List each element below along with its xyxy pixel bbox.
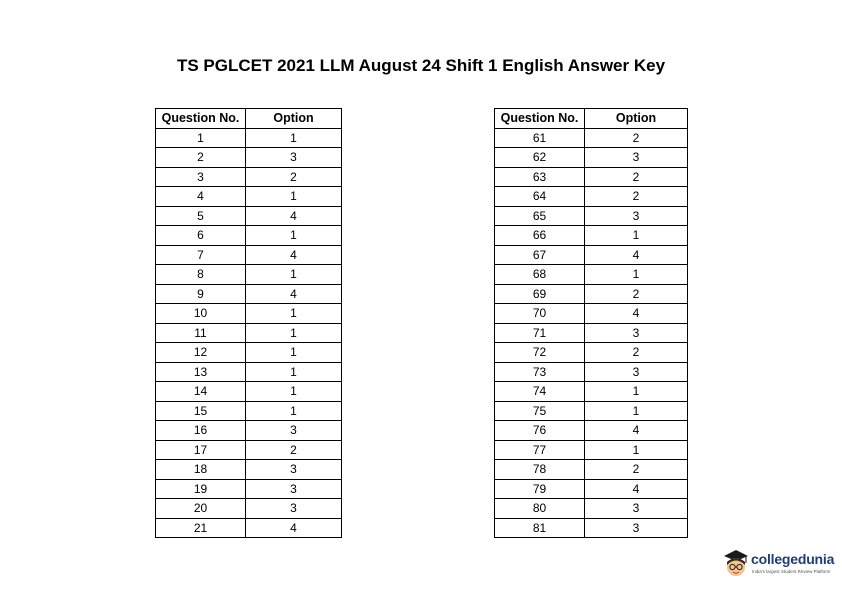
option-cell: 2 [585,460,688,480]
student-mascot-icon [722,548,750,578]
table-header-row [156,109,342,129]
option-cell: 4 [246,284,342,304]
question-number-cell: 78 [495,460,585,480]
option-cell: 4 [246,518,342,538]
option-cell: 2 [246,167,342,187]
table-row [156,421,342,441]
table-row [495,128,688,148]
question-number-cell: 2 [156,148,246,168]
question-number-cell: 10 [156,304,246,324]
table-row [156,382,342,402]
option-cell: 2 [585,128,688,148]
option-cell: 3 [246,460,342,480]
question-number-cell: 1 [156,128,246,148]
question-number-cell: 65 [495,206,585,226]
table-row [495,421,688,441]
option-cell: 1 [246,401,342,421]
question-number-cell: 66 [495,226,585,246]
option-cell: 3 [246,148,342,168]
option-cell: 3 [246,421,342,441]
question-number-cell: 19 [156,479,246,499]
table-row [156,265,342,285]
table-row [495,362,688,382]
table-row [495,187,688,207]
table-row [156,245,342,265]
option-cell: 2 [585,167,688,187]
question-number-cell: 11 [156,323,246,343]
table-row [156,518,342,538]
question-number-cell: 76 [495,421,585,441]
option-cell: 1 [246,323,342,343]
answer-key-table-right [494,108,688,538]
question-number-cell: 5 [156,206,246,226]
table-row [495,343,688,363]
option-cell: 4 [585,479,688,499]
table-row [495,284,688,304]
option-cell: 1 [585,382,688,402]
table-row [495,401,688,421]
table-row [495,245,688,265]
option-cell: 4 [585,421,688,441]
question-no-header: Question No. [156,109,246,129]
question-number-cell: 70 [495,304,585,324]
collegedunia-logo [722,545,840,585]
answer-key-table-left [155,108,342,538]
option-cell: 2 [246,440,342,460]
table-row [495,479,688,499]
question-number-cell: 74 [495,382,585,402]
page-title: TS PGLCET 2021 LLM August 24 Shift 1 English Answer Key [176,56,666,75]
table-row [495,440,688,460]
question-number-cell: 71 [495,323,585,343]
question-number-cell: 13 [156,362,246,382]
table-row [495,460,688,480]
question-no-header: Question No. [495,109,585,129]
table-row [156,206,342,226]
table-row [156,128,342,148]
table-row [156,167,342,187]
table-row [156,284,342,304]
option-cell: 3 [585,206,688,226]
question-number-cell: 75 [495,401,585,421]
option-cell: 1 [585,226,688,246]
table-row [156,304,342,324]
table-row [495,518,688,538]
option-cell: 4 [585,245,688,265]
question-number-cell: 20 [156,499,246,519]
table-row [495,499,688,519]
table-row [156,460,342,480]
option-cell: 2 [585,343,688,363]
option-cell: 1 [246,304,342,324]
table-header-row [495,109,688,129]
option-cell: 1 [246,265,342,285]
question-number-cell: 3 [156,167,246,187]
question-number-cell: 62 [495,148,585,168]
table-row [495,265,688,285]
option-cell: 1 [246,362,342,382]
table-row [495,304,688,324]
logo-wordmark: collegedunia [751,551,835,567]
option-cell: 1 [246,128,342,148]
option-cell: 1 [585,401,688,421]
table-row [156,323,342,343]
question-number-cell: 67 [495,245,585,265]
option-cell: 3 [246,499,342,519]
table-row [156,499,342,519]
table-row [495,382,688,402]
option-cell: 3 [585,499,688,519]
table-row [495,167,688,187]
table-row [156,187,342,207]
question-number-cell: 9 [156,284,246,304]
option-cell: 4 [246,245,342,265]
question-number-cell: 18 [156,460,246,480]
question-number-cell: 12 [156,343,246,363]
table-row [156,401,342,421]
question-number-cell: 64 [495,187,585,207]
option-cell: 1 [585,265,688,285]
question-number-cell: 14 [156,382,246,402]
option-cell: 1 [585,440,688,460]
table-row [156,343,342,363]
option-cell: 4 [585,304,688,324]
table-row [156,148,342,168]
question-number-cell: 81 [495,518,585,538]
table-row [156,479,342,499]
table-row [495,226,688,246]
question-number-cell: 80 [495,499,585,519]
table-row [156,440,342,460]
table-row [156,226,342,246]
question-number-cell: 4 [156,187,246,207]
option-cell: 1 [246,343,342,363]
option-cell: 2 [585,187,688,207]
option-cell: 3 [246,479,342,499]
option-cell: 3 [585,362,688,382]
question-number-cell: 72 [495,343,585,363]
option-header: Option [246,109,342,129]
logo-tagline: India's largest Student Review Platform [752,569,831,574]
question-number-cell: 68 [495,265,585,285]
question-number-cell: 77 [495,440,585,460]
question-number-cell: 15 [156,401,246,421]
question-number-cell: 73 [495,362,585,382]
table-row [495,323,688,343]
question-number-cell: 7 [156,245,246,265]
option-cell: 1 [246,226,342,246]
question-number-cell: 16 [156,421,246,441]
option-cell: 4 [246,206,342,226]
question-number-cell: 69 [495,284,585,304]
question-number-cell: 63 [495,167,585,187]
question-number-cell: 6 [156,226,246,246]
option-cell: 1 [246,382,342,402]
table-row [156,362,342,382]
option-cell: 2 [585,284,688,304]
option-cell: 3 [585,148,688,168]
option-header: Option [585,109,688,129]
option-cell: 3 [585,518,688,538]
table-row [495,206,688,226]
question-number-cell: 8 [156,265,246,285]
table-row [495,148,688,168]
question-number-cell: 61 [495,128,585,148]
option-cell: 3 [585,323,688,343]
option-cell: 1 [246,187,342,207]
question-number-cell: 17 [156,440,246,460]
question-number-cell: 79 [495,479,585,499]
question-number-cell: 21 [156,518,246,538]
